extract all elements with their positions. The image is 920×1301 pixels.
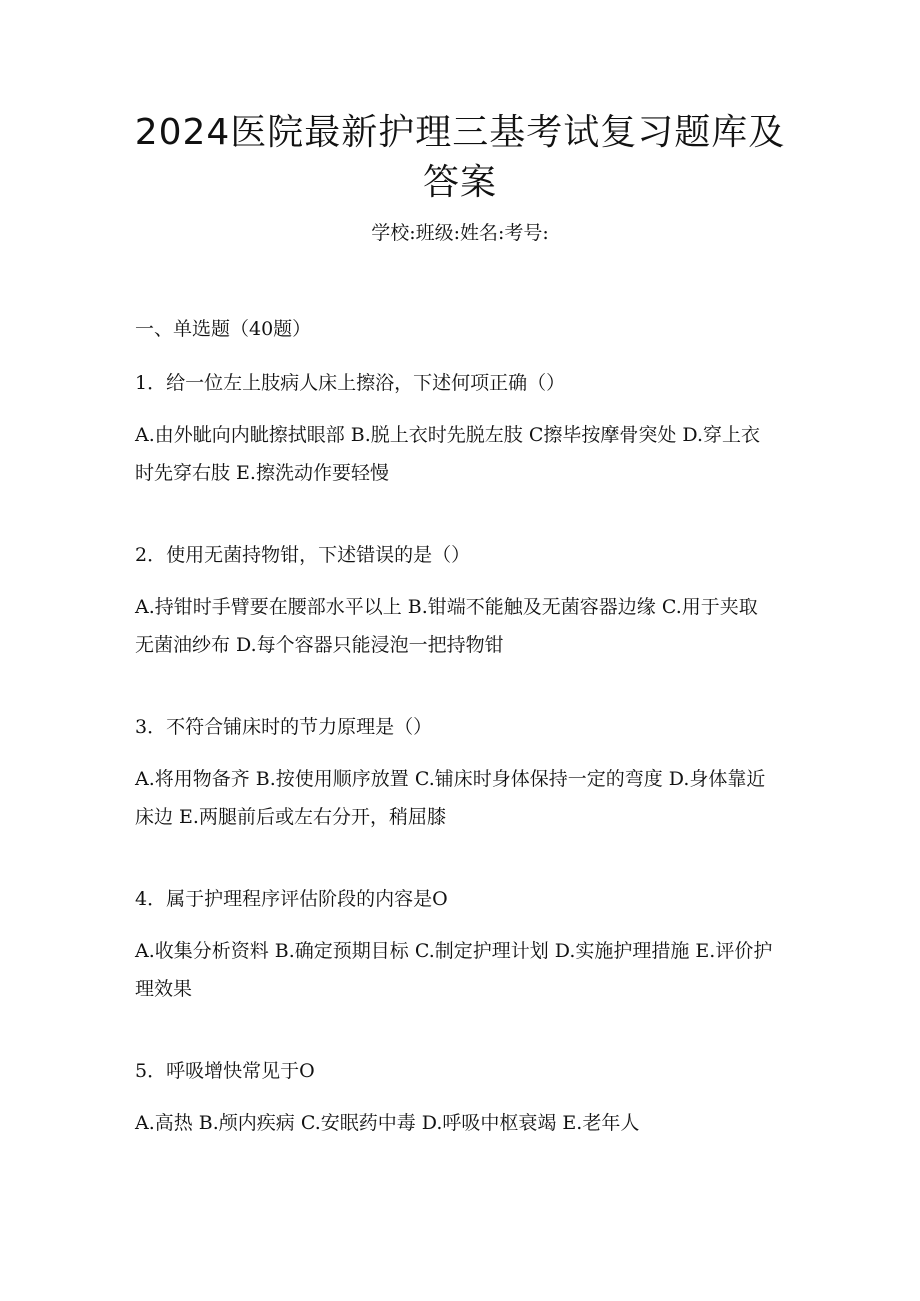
- question-stem: 5．呼吸增快常见于O: [135, 1060, 315, 1082]
- question-stem: 1．给一位左上肢病人床上擦浴，下述何项正确（）: [135, 372, 566, 394]
- question-options: A.高热 B.颅内疾病 C.安眠药中毒 D.呼吸中枢衰竭 E.老年人: [135, 1112, 640, 1134]
- question-stem: 2．使用无菌持物钳，下述错误的是（）: [135, 544, 471, 566]
- section-heading: 一、单选题（40题）: [135, 318, 312, 340]
- question-options: A.持钳时手臂要在腰部水平以上 B.钳端不能触及无菌容器边缘 C.用于夹取无菌油纱布 D.每个容器只能浸泡一把持物钳: [135, 596, 758, 656]
- question-options: A.由外眦向内眦擦拭眼部 B.脱上衣时先脱左肢 C擦毕按摩骨突处 D.穿上衣时先穿右肢 E.擦洗动作要轻慢: [135, 424, 761, 484]
- question-stem: 4．属于护理程序评估阶段的内容是O: [135, 888, 448, 910]
- question-stem: 3．不符合铺床时的节力原理是（）: [135, 716, 433, 738]
- question-options: A.将用物备齐 B.按使用顺序放置 C.铺床时身体保持一定的弯度 D.身体靠近床边 E.两腿前后或左右分开，稍屈膝: [135, 768, 766, 828]
- student-info-line: 学校:班级:姓名:考号:: [371, 222, 549, 244]
- question-5: [135, 1056, 775, 1142]
- question-4: [135, 884, 775, 1008]
- question-2: [135, 540, 775, 664]
- question-options: A.收集分析资料 B.确定预期目标 C.制定护理计划 D.实施护理措施 E.评价护理效果: [135, 940, 773, 1000]
- question-1: [135, 368, 775, 492]
- question-3: [135, 712, 775, 836]
- document-title: 2024医院最新护理三基考试复习题库及答案: [134, 112, 786, 203]
